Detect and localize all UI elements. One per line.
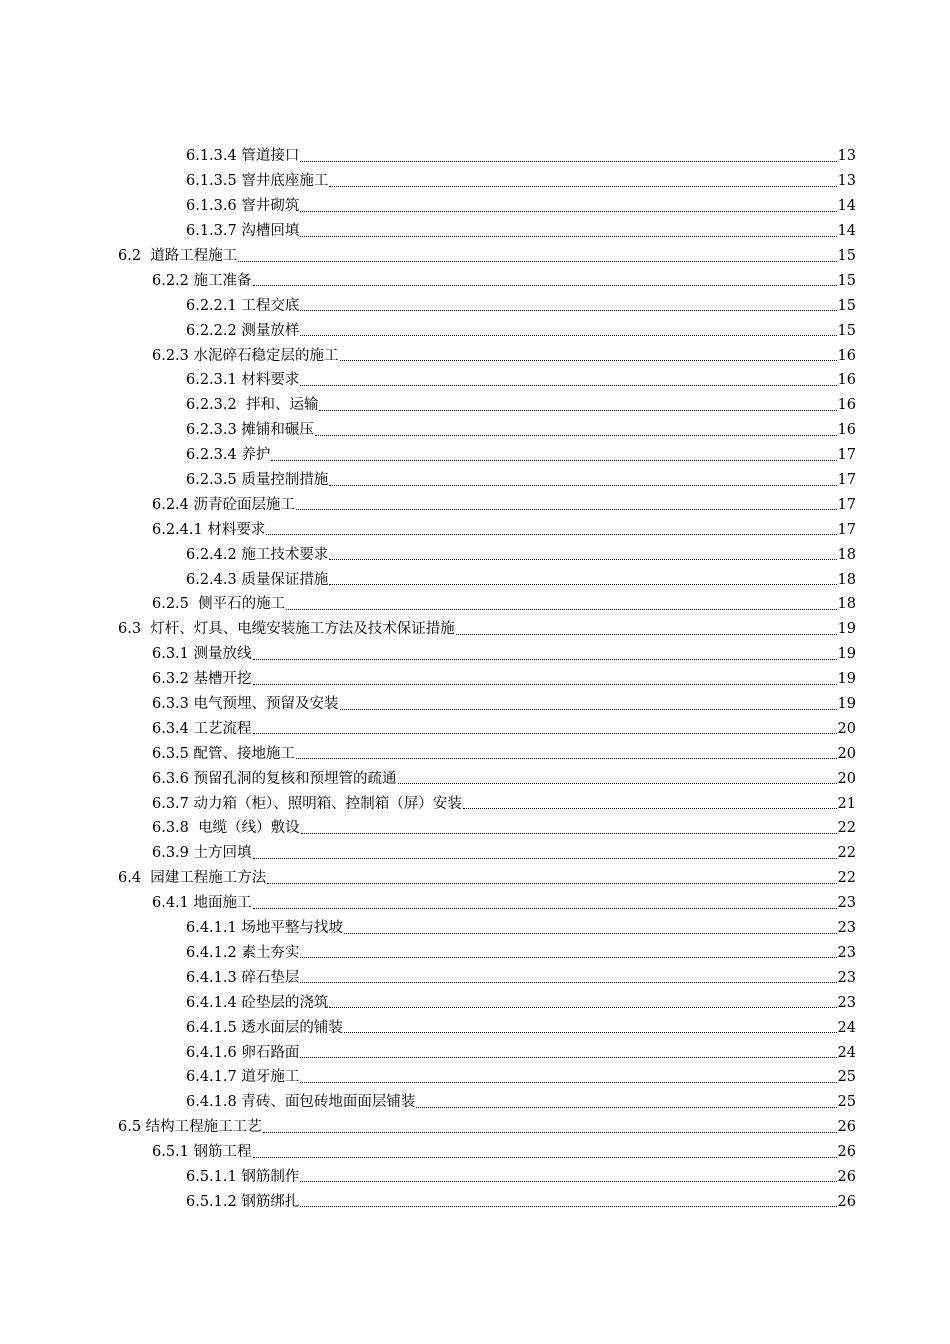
toc-entry[interactable] (0, 1040, 856, 1065)
toc-entry-page-number: 23 (837, 895, 856, 912)
toc-entry-title: 6.1.3.7 沟槽回填 (186, 223, 300, 240)
dot-leader (300, 957, 836, 958)
toc-entry-page-number: 16 (837, 347, 856, 364)
toc-entry-title: 6.4.1.4 砼垫层的浇筑 (186, 994, 329, 1011)
dot-leader (463, 808, 837, 809)
dot-leader (329, 485, 836, 486)
toc-entry[interactable] (0, 667, 856, 692)
toc-entry-title: 6.2.3.2 拌和、运输 (186, 397, 319, 414)
toc-entry-title: 6.4.1.8 青砖、面包砖地面面层铺装 (186, 1094, 416, 1111)
toc-entry-title: 6.1.3.5 窨井底座施工 (186, 173, 329, 190)
dot-leader (344, 1032, 837, 1033)
dot-leader (329, 559, 836, 560)
toc-entry-title: 6.4.1.5 透水面层的铺装 (186, 1019, 343, 1036)
toc-entry-title: 6.2.2.2 测量放样 (186, 322, 300, 339)
toc-entry-page-number: 17 (837, 496, 856, 513)
toc-entry[interactable] (0, 144, 856, 169)
toc-entry-title: 6.5.1.1 钢筋制作 (186, 1168, 300, 1185)
dot-leader (319, 410, 836, 411)
toc-entry-title: 6.2.4 沥青砼面层施工 (152, 496, 296, 513)
toc-entry[interactable] (0, 343, 856, 368)
toc-entry-page-number: 15 (837, 248, 856, 264)
dot-leader (301, 833, 837, 834)
toc-entry-page-number: 18 (837, 546, 856, 563)
toc-entry-page-number: 24 (837, 1044, 856, 1061)
toc-entry-title: 6.2.3.3 摊铺和碾压 (186, 422, 314, 439)
toc-entry-title: 6.2.4.2 施工技术要求 (186, 546, 329, 563)
toc-entry-page-number: 14 (837, 198, 856, 215)
toc-entry[interactable] (0, 1165, 856, 1190)
toc-entry-title: 6.1.3.4 管道接口 (186, 148, 300, 165)
dot-leader (271, 460, 836, 461)
toc-entry-page-number: 18 (837, 596, 856, 613)
toc-entry[interactable] (0, 916, 856, 941)
toc-entry-page-number: 19 (837, 671, 856, 688)
toc-entry[interactable] (0, 393, 856, 418)
toc-entry[interactable] (0, 692, 856, 717)
toc-entry-title: 6.2.2 施工准备 (152, 272, 252, 289)
toc-entry[interactable] (0, 492, 856, 517)
toc-entry-page-number: 20 (837, 745, 856, 762)
toc-entry[interactable] (0, 1115, 856, 1140)
toc-entry[interactable] (0, 1090, 856, 1115)
toc-entry[interactable] (0, 990, 856, 1015)
dot-leader (253, 285, 837, 286)
toc-entry[interactable] (0, 866, 856, 891)
dot-leader (329, 1007, 836, 1008)
dot-leader (296, 758, 837, 759)
toc-entry-title: 6.3.4 工艺流程 (152, 720, 252, 737)
toc-entry[interactable] (0, 418, 856, 443)
toc-entry-page-number: 20 (837, 720, 856, 737)
toc-entry-title: 6.2.3.5 质量控制措施 (186, 472, 329, 489)
toc-entry-title: 6.2.4.3 质量保证措施 (186, 571, 329, 588)
table-of-contents (0, 144, 950, 1214)
toc-entry-page-number: 16 (837, 372, 856, 389)
dot-leader (300, 236, 836, 237)
toc-entry-title: 6.3 灯杆、灯具、电缆安装施工方法及技术保证措施 (118, 621, 455, 638)
toc-entry-page-number: 26 (837, 1144, 856, 1161)
dot-leader (286, 609, 836, 610)
toc-entry[interactable] (0, 617, 856, 642)
toc-entry[interactable] (0, 965, 856, 990)
toc-entry[interactable] (0, 517, 856, 542)
toc-entry-title: 6.4.1 地面施工 (152, 895, 252, 912)
toc-entry[interactable] (0, 244, 856, 269)
toc-entry[interactable] (0, 318, 856, 343)
toc-entry[interactable] (0, 1189, 856, 1214)
toc-entry[interactable] (0, 816, 856, 841)
dot-leader (267, 883, 836, 884)
dot-leader (344, 933, 837, 934)
toc-entry-title: 6.5.1 钢筋工程 (152, 1144, 252, 1161)
toc-entry-page-number: 13 (837, 148, 856, 165)
toc-entry-page-number: 15 (837, 322, 856, 339)
toc-entry[interactable] (0, 219, 856, 244)
toc-entry-page-number: 23 (837, 920, 856, 937)
toc-entry-title: 6.3.1 测量放线 (152, 646, 252, 663)
dot-leader (253, 908, 837, 909)
toc-entry-title: 6.4.1.7 道牙施工 (186, 1069, 300, 1086)
toc-entry-page-number: 23 (837, 994, 856, 1011)
toc-entry-page-number: 21 (837, 795, 856, 812)
toc-entry[interactable] (0, 542, 856, 567)
toc-entry[interactable] (0, 293, 856, 318)
toc-entry-title: 6.5 结构工程施工工艺 (118, 1119, 262, 1136)
toc-entry-page-number: 20 (837, 770, 856, 787)
toc-entry-page-number: 16 (837, 422, 856, 439)
dot-leader (296, 509, 837, 510)
dot-leader (253, 1157, 837, 1158)
dot-leader (238, 261, 836, 262)
toc-entry-page-number: 24 (837, 1019, 856, 1036)
toc-entry-page-number: 17 (837, 472, 856, 489)
dot-leader (253, 733, 837, 734)
dot-leader (329, 186, 836, 187)
dot-leader (315, 435, 837, 436)
dot-leader (456, 634, 837, 635)
dot-leader (329, 584, 836, 585)
toc-entry[interactable] (0, 766, 856, 791)
dot-leader (300, 211, 836, 212)
toc-entry-page-number: 17 (837, 521, 856, 538)
dot-leader (340, 709, 837, 710)
toc-entry[interactable] (0, 642, 856, 667)
toc-entry-title: 6.4 园建工程施工方法 (118, 870, 267, 887)
toc-entry[interactable] (0, 169, 856, 194)
toc-entry-title: 6.4.1.6 卵石路面 (186, 1044, 300, 1061)
toc-entry-title: 6.3.8 电缆（线）敷设 (152, 820, 300, 837)
toc-entry[interactable] (0, 891, 856, 916)
toc-entry[interactable] (0, 716, 856, 741)
toc-entry-title: 6.2.3.4 养护 (186, 447, 271, 464)
toc-entry-page-number: 25 (837, 1069, 856, 1086)
dot-leader (253, 858, 837, 859)
toc-entry-title: 6.1.3.6 窨井砌筑 (186, 198, 300, 215)
toc-entry-page-number: 19 (837, 696, 856, 713)
toc-entry-page-number: 25 (837, 1094, 856, 1111)
toc-entry[interactable] (0, 468, 856, 493)
toc-entry-page-number: 13 (837, 173, 856, 190)
toc-entry-title: 6.3.7 动力箱（柜）、照明箱、控制箱（屏）安装 (152, 795, 462, 812)
dot-leader (300, 982, 836, 983)
dot-leader (266, 534, 836, 535)
toc-entry-title: 6.4.1.3 碎石垫层 (186, 969, 300, 986)
dot-leader (340, 360, 837, 361)
toc-entry-title: 6.2.4.1 材料要求 (152, 521, 266, 538)
toc-entry-page-number: 17 (837, 447, 856, 464)
toc-entry-page-number: 19 (837, 646, 856, 663)
toc-entry-page-number: 22 (837, 820, 856, 837)
toc-entry-title: 6.2.3 水泥碎石稳定层的施工 (152, 347, 339, 364)
toc-entry[interactable] (0, 841, 856, 866)
dot-leader (253, 659, 837, 660)
dot-leader (300, 335, 836, 336)
toc-entry-page-number: 19 (837, 621, 856, 638)
toc-entry-page-number: 23 (837, 944, 856, 961)
toc-entry-page-number: 22 (837, 870, 856, 887)
dot-leader (300, 1206, 836, 1207)
toc-entry-page-number: 23 (837, 969, 856, 986)
toc-entry-title: 6.3.3 电气预埋、预留及安装 (152, 696, 339, 713)
dot-leader (416, 1107, 836, 1108)
dot-leader (300, 161, 836, 162)
toc-entry[interactable] (0, 941, 856, 966)
dot-leader (253, 684, 837, 685)
toc-entry[interactable] (0, 567, 856, 592)
toc-entry-title: 6.4.1.1 场地平整与找坡 (186, 920, 343, 937)
toc-entry[interactable] (0, 592, 856, 617)
dot-leader (300, 310, 836, 311)
toc-entry[interactable] (0, 368, 856, 393)
toc-entry-page-number: 26 (837, 1168, 856, 1185)
toc-entry-title: 6.3.2 基槽开挖 (152, 671, 252, 688)
dot-leader (263, 1132, 837, 1133)
toc-entry[interactable] (0, 1065, 856, 1090)
toc-entry-page-number: 16 (837, 397, 856, 414)
dot-leader (300, 1181, 836, 1182)
toc-entry[interactable] (0, 1015, 856, 1040)
toc-entry[interactable] (0, 268, 856, 293)
dot-leader (300, 1082, 836, 1083)
toc-entry[interactable] (0, 1140, 856, 1165)
toc-entry-page-number: 18 (837, 571, 856, 588)
toc-entry-page-number: 15 (837, 272, 856, 289)
toc-entry-title: 6.4.1.2 素土夯实 (186, 944, 300, 961)
toc-entry-page-number: 22 (837, 845, 856, 862)
toc-entry-title: 6.3.9 土方回填 (152, 845, 252, 862)
dot-leader (300, 385, 836, 386)
toc-entry[interactable] (0, 443, 856, 468)
toc-entry-title: 6.2 道路工程施工 (118, 248, 238, 264)
toc-entry[interactable] (0, 194, 856, 219)
toc-entry[interactable] (0, 791, 856, 816)
toc-entry-title: 6.2.2.1 工程交底 (186, 297, 300, 314)
toc-entry-title: 6.3.5 配管、接地施工 (152, 745, 296, 762)
toc-entry-page-number: 15 (837, 297, 856, 314)
toc-entry[interactable] (0, 741, 856, 766)
toc-entry-page-number: 26 (837, 1119, 856, 1136)
dot-leader (300, 1057, 836, 1058)
toc-entry-title: 6.5.1.2 钢筋绑扎 (186, 1193, 300, 1210)
toc-entry-title: 6.2.3.1 材料要求 (186, 372, 300, 389)
dot-leader (398, 783, 837, 784)
toc-entry-title: 6.2.5 侧平石的施工 (152, 596, 286, 613)
toc-entry-page-number: 14 (837, 223, 856, 240)
toc-entry-title: 6.3.6 预留孔洞的复核和预埋管的疏通 (152, 770, 397, 787)
toc-entry-page-number: 26 (837, 1193, 856, 1210)
